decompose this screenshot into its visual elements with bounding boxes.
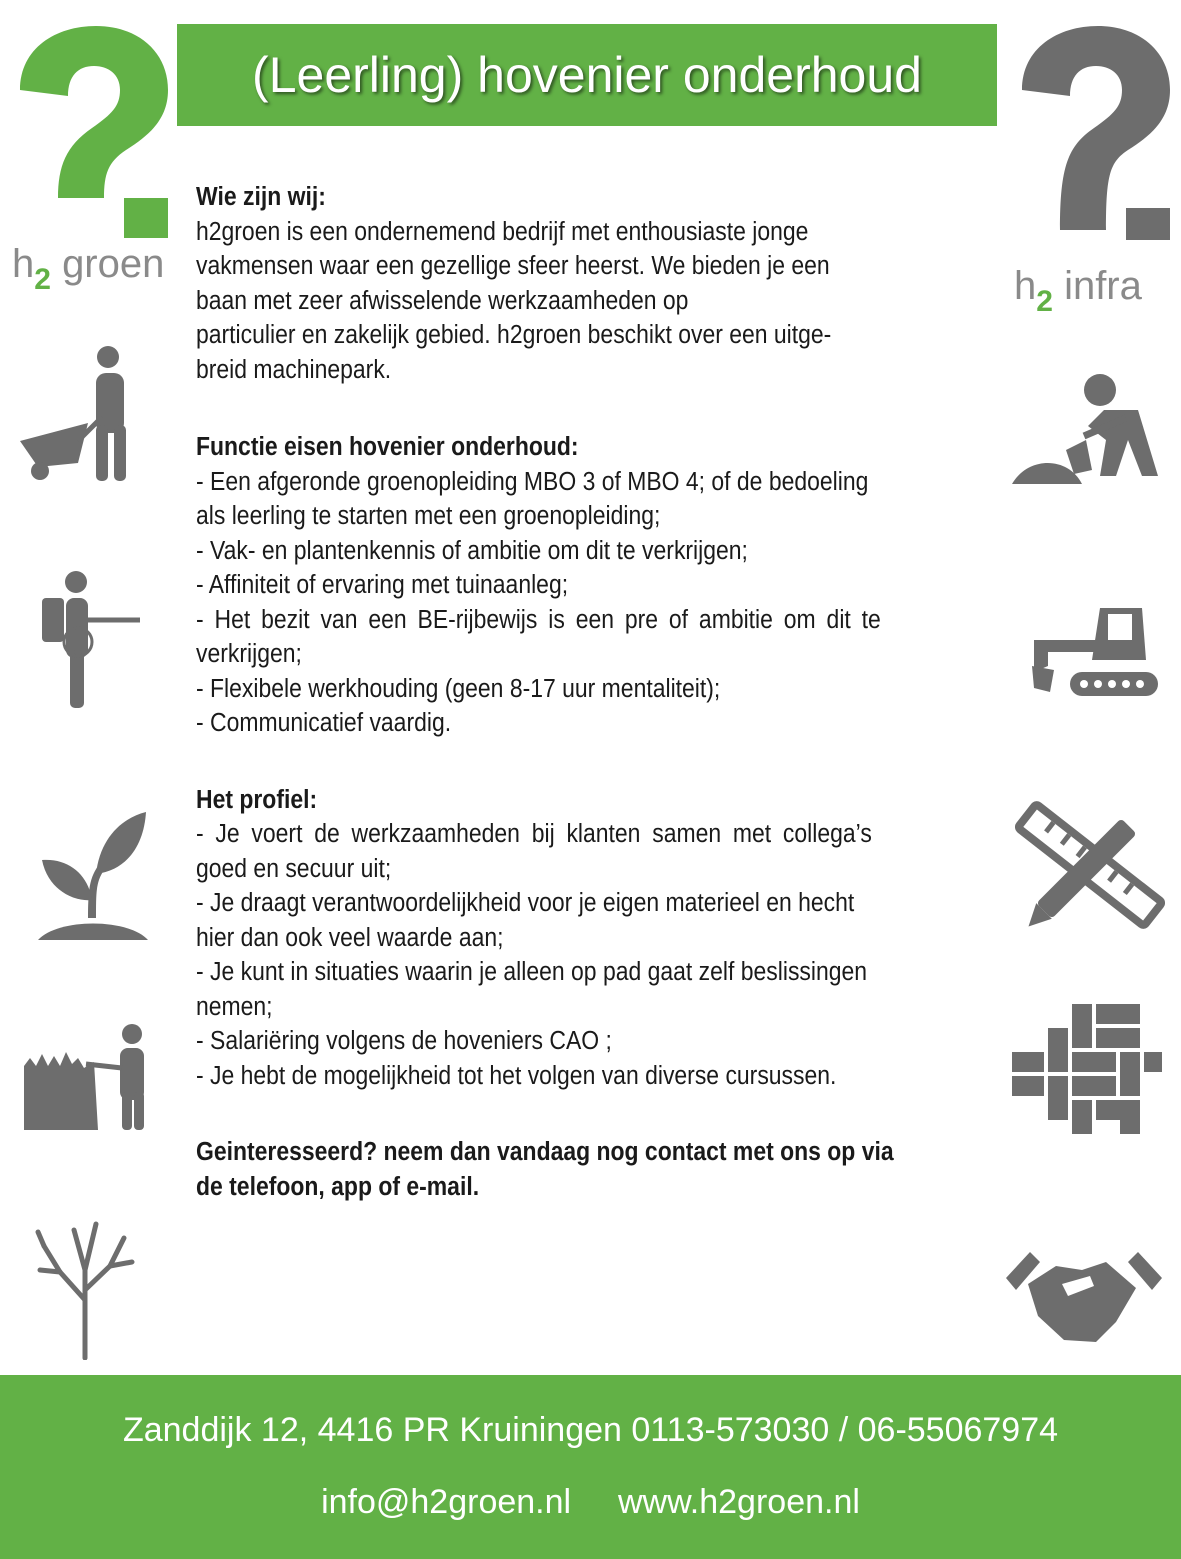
- logo-sub: 2: [34, 263, 51, 296]
- about-line: h2groen is een ondernemend bedrijf met enthousiaste jonge: [196, 217, 809, 246]
- requirement-line: - Communicatief vaardig.: [196, 709, 452, 737]
- h2groen-logo: [8, 20, 168, 296]
- excavator-icon: [1030, 600, 1160, 700]
- requirements-heading: Functie eisen hovenier onderhoud:: [196, 433, 579, 461]
- title-banner: [177, 24, 997, 126]
- footer-web-contact: [0, 1483, 1181, 1522]
- profile-line: goed en secuur uit;: [196, 854, 392, 883]
- requirement-line: - Een afgeronde groenopleiding MBO 3 of MBO 4; of de bedoeling: [196, 467, 869, 496]
- requirement-line: - Affiniteit of ervaring met tuinaanleg;: [196, 571, 569, 599]
- requirement-line: - Flexibele werkhouding (geen 8-17 uur mentaliteit);: [196, 674, 721, 703]
- contact-footer: [0, 1375, 1181, 1559]
- wheelbarrow-worker-icon: [18, 345, 148, 485]
- page-title: (Leerling) hovenier onderhoud: [252, 47, 922, 103]
- handshake-icon: [1004, 1244, 1164, 1354]
- profile-line: hier dan ook veel waarde aan;: [196, 923, 504, 952]
- about-line: baan met zeer afwisselende werkzaamheden op: [196, 286, 689, 315]
- footer-email[interactable]: info@h2groen.nl: [321, 1483, 572, 1521]
- footer-address: Zanddijk 12, 4416 PR Kruiningen 0113-573030 / 06-55067974: [122, 1411, 1059, 1449]
- profile-line: - Salariëring volgens de hoveniers CAO ;: [196, 1027, 612, 1055]
- profile-line: - Je draagt verantwoordelijkheid voor je eigen materieel en hecht: [196, 889, 855, 917]
- seedling-icon: [38, 808, 148, 946]
- digging-worker-icon: [1008, 370, 1168, 490]
- paving-bricks-icon: [1012, 1004, 1162, 1134]
- requirement-line: - Vak- en plantenkennis of ambitie om dit te verkrijgen;: [196, 536, 748, 565]
- cta-line: Geinteresseerd? neem dan vandaag nog contact met ons op via: [196, 1138, 894, 1166]
- logo-h: h: [12, 242, 35, 286]
- cta-line: de telefoon, app of e-mail.: [196, 1172, 480, 1201]
- logo-h: h: [1014, 264, 1037, 308]
- h2infra-wordmark: [1014, 264, 1142, 318]
- requirement-line: verkrijgen;: [196, 640, 302, 668]
- vacancy-content: [196, 180, 986, 1204]
- about-line: breid machinepark.: [196, 355, 392, 384]
- sprayer-worker-icon: [38, 570, 148, 710]
- logo-sub: 2: [1036, 285, 1053, 318]
- profile-line: nemen;: [196, 992, 273, 1021]
- requirement-line: - Het bezit van een BE-rijbewijs is een pre of ambitie om dit te: [196, 605, 881, 634]
- bare-tree-icon: [30, 1210, 140, 1360]
- h2groen-wordmark: [12, 242, 165, 296]
- profile-line: - Je voert de werkzaamheden bij klanten samen met collega’s: [196, 820, 872, 848]
- profile-line: - Je kunt in situaties waarin je alleen op pad gaat zelf beslissingen: [196, 958, 868, 986]
- about-heading: Wie zijn wij:: [196, 183, 326, 211]
- about-line: vakmensen waar een gezellige sfeer heerst. We bieden je een: [196, 252, 830, 280]
- about-line: particulier en zakelijk gebied. h2groen beschikt over een uitge-: [196, 321, 832, 349]
- requirement-line: als leerling te starten met een groenopleiding;: [196, 502, 661, 530]
- profile-line: - Je hebt de mogelijkheid tot het volgen van diverse cursussen.: [196, 1061, 837, 1090]
- question-mark-grey-icon: [1010, 20, 1170, 240]
- profile-heading: Het profiel:: [196, 785, 318, 814]
- footer-website[interactable]: www.h2groen.nl: [618, 1483, 860, 1521]
- logo-name: groen: [62, 242, 165, 286]
- ruler-pencil-icon: [1015, 800, 1165, 930]
- question-mark-green-icon: [8, 20, 168, 240]
- h2infra-logo: [1010, 20, 1170, 318]
- logo-name: infra: [1064, 264, 1142, 308]
- hedge-trimmer-icon: [22, 1022, 152, 1132]
